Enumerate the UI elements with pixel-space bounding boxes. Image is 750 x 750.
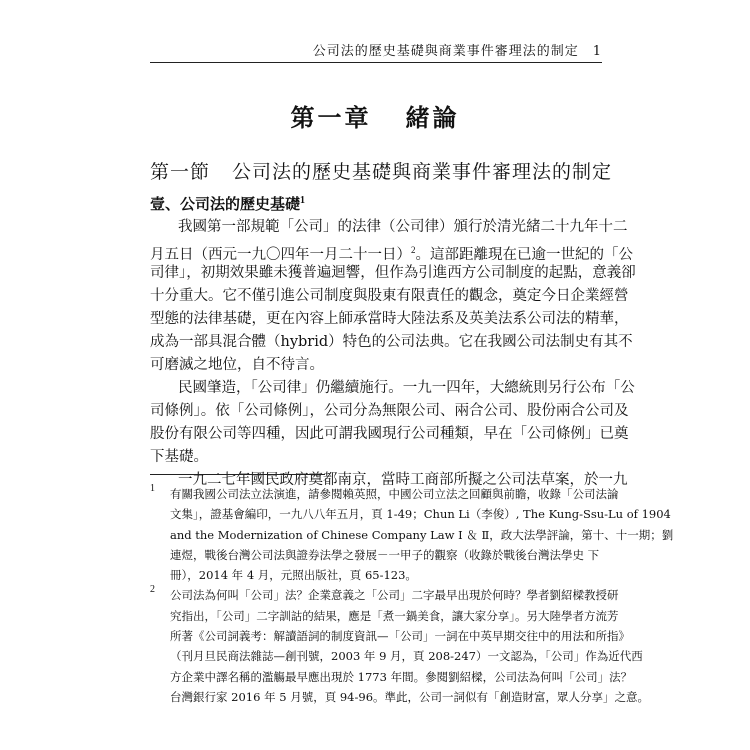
body-line: 司條例」。依「公司條例」，公司分為無限公司、兩合公司、股份兩合公司及 <box>150 403 629 419</box>
body-line: 股份有限公司等四種，因此可謂我國現行公司種類，早在「公司條例」已奠 <box>150 426 629 442</box>
body-line: 下基礎。 <box>150 449 208 465</box>
subsection-title <box>150 193 305 214</box>
body-line: 十分重大。它不僅引進公司制度與股東有限責任的觀念，奠定今日企業經營 <box>150 288 629 304</box>
footnote-line: 究指出，「公司」二字訓詁的結果，應是「煮一鍋美食，讓大家分享」。另大陸學者方流芳 <box>170 608 619 623</box>
subsection-name: 壹、公司法的歷史基礎 <box>150 195 301 213</box>
chapter-name: 緒論 <box>405 103 460 132</box>
body-line: 民國肇造，「公司律」仍繼續施行。一九一四年，大總統則另行公布「公 <box>178 380 635 396</box>
body-line: 月五日（西元一九〇四年一月二十一日）$^2$。這部距離現在已逾一世紀的「公 <box>150 245 633 263</box>
footnote-marker: 1 <box>150 483 155 494</box>
footnote-line: 冊），2014 年 4 月，元照出版社，頁 65-123。 <box>170 568 417 583</box>
running-header <box>150 40 602 59</box>
body-line: 型態的法律基礎，更在內容上師承當時大陸法系及英美法系公司法的精華， <box>150 311 629 327</box>
footnote-line: 台灣銀行家 2016 年 5 月號，頁 94-96。準此，公司一詞似有「創造財富，眾人分享」之意。 <box>170 689 650 704</box>
footnote-ref-2[interactable]: 2 <box>411 245 416 255</box>
section-title <box>150 157 612 184</box>
footnote-line: 方企業中譯名稱的濫觴最早應出現於 1773 年間。參閱劉紹樑，公司法為何叫「公司」法？ <box>170 669 633 684</box>
footnotes <box>150 483 674 707</box>
footnote-line: （刊月旦民商法雜誌—創刊號，2003 年 9 月，頁 208-247）一文認為，「公司」作為近代西 <box>170 649 643 664</box>
chapter-title <box>0 98 750 133</box>
footnote-line: 連煜，戰後台灣公司法與證券法學之發展－一甲子的觀察（收錄於戰後台灣法學史 下 <box>170 547 600 562</box>
footnote-marker: 2 <box>150 584 155 596</box>
footnote-2: 2 公司法為何叫「公司」法？企業意義之「公司」二字最早出現於何時？學者劉紹樑教授研 <box>150 585 602 605</box>
body-line: 一九二七年國民政府奠都南京，當時工商部所擬之公司法草案，於一九 <box>178 472 628 488</box>
running-title: 公司法的歷史基礎與商業事件審理法的制定 <box>312 44 579 59</box>
chapter-number: 第一章 <box>290 103 372 132</box>
section-number: 第一節 <box>150 161 211 183</box>
header-rule <box>150 62 602 63</box>
page-number: 1 <box>592 44 602 59</box>
body-line: 可磨滅之地位，自不待言。 <box>150 357 324 373</box>
footnote-line: 所著《公司詞義考：解讀語詞的制度資訊—「公司」一詞在中英早期交往中的用法和所指》 <box>170 629 630 644</box>
footnote-rule <box>150 474 325 475</box>
section-name: 公司法的歷史基礎與商業事件審理法的制定 <box>232 161 613 183</box>
body-line: 成為一部具混合體（hybrid）特色的公司法典。它在我國公司法制史有其不 <box>150 334 633 350</box>
body-line: 司律」，初期效果雖未獲普遍迴響，但作為引進西方公司制度的起點，意義卻 <box>150 265 636 281</box>
body-line: 我國第一部規範「公司」的法律（公司律）頒行於清光緒二十九年十二 <box>178 219 628 235</box>
footnote-ref-1[interactable]: 1 <box>300 195 306 206</box>
footnote-line: and the Modernization of Chinese Company Law Ⅰ ＆ Ⅱ，政大法學評論，第十、十一期；劉 <box>170 527 674 542</box>
footnote-line: 文集」，證基會編印，一九八八年五月，頁 1-49；Chun Li（李俊）, The Kung-Ssu-Lu of 1904 <box>170 507 671 522</box>
footnote-1: 1 有關我國公司法立法演進，請參閱賴英照，中國公司立法之回顧與前瞻，收錄「公司法論 <box>150 484 602 504</box>
